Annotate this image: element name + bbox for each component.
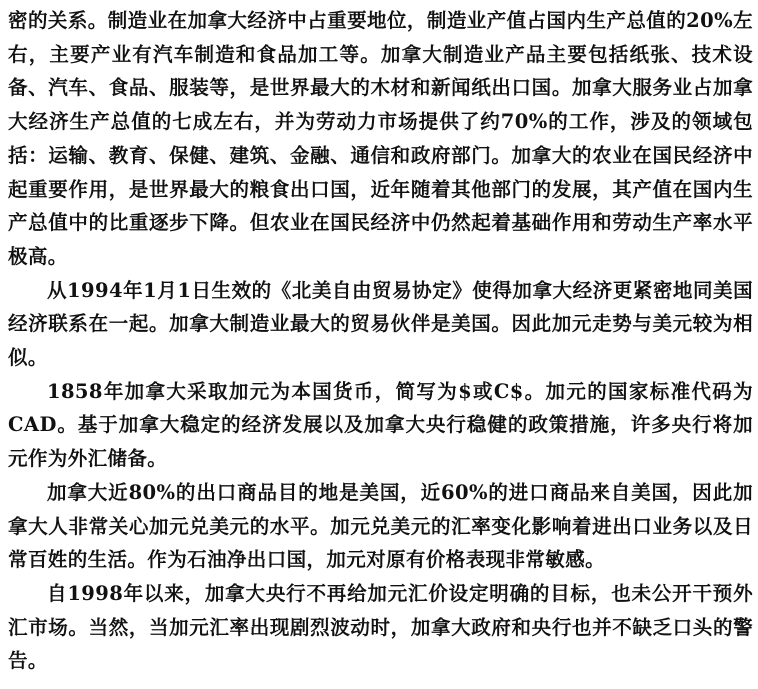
paragraph-central-bank-policy: 自1998年以来，加拿大央行不再给加元汇价设定明确的目标，也未公开干预外汇市场。当然，当加元汇率出现剧烈波动时，加拿大政府和央行也并不缺乏口头的警告。 (8, 581, 753, 673)
paragraph-economy-sectors: 密的关系。制造业在加拿大经济中占重要地位，制造业产值占国内生产总值的20%左右，主要产业有汽车制造和食品加工等。加拿大制造业产品主要包括纸张、技术设备、汽车、食品、服装等，是世界最大的木材和新闻纸出口国。加拿大服务业占加拿大经济生产总值的七成左右，并为劳动力市场提供了约70%的工作，涉及的领域包括：运输、教育、保健、建筑、金融、通信和政府部门。加拿大的农业在国民经济中起重要作用，是世界最大的粮食出口国，近年随着其他部门的发展，其产值在国内生产总值中的比重逐步下降。但农业在国民经济中仍然起着基础作用和劳动生产率水平极高。 (8, 9, 753, 268)
document-page (8, 4, 753, 678)
paragraph-currency-history: 1858年加拿大采取加元为本国货币，简写为$或C$。加元的国家标准代码为CAD。基于加拿大稳定的经济发展以及加拿大央行稳健的政策措施，许多央行将加元作为外汇储备。 (8, 379, 753, 471)
paragraph-trade-with-us: 加拿大近80%的出口商品目的地是美国，近60%的进口商品来自美国，因此加拿大人非常关心加元兑美元的水平。加元兑美元的汇率变化影响着进出口业务以及日常百姓的生活。作为石油净出口国，加元对原有价格表现非常敏感。 (8, 480, 753, 572)
paragraph-nafta: 从1994年1月1日生效的《北美自由贸易协定》使得加拿大经济更紧密地同美国经济联系在一起。加拿大制造业最大的贸易伙伴是美国。因此加元走势与美元较为相似。 (8, 278, 753, 370)
